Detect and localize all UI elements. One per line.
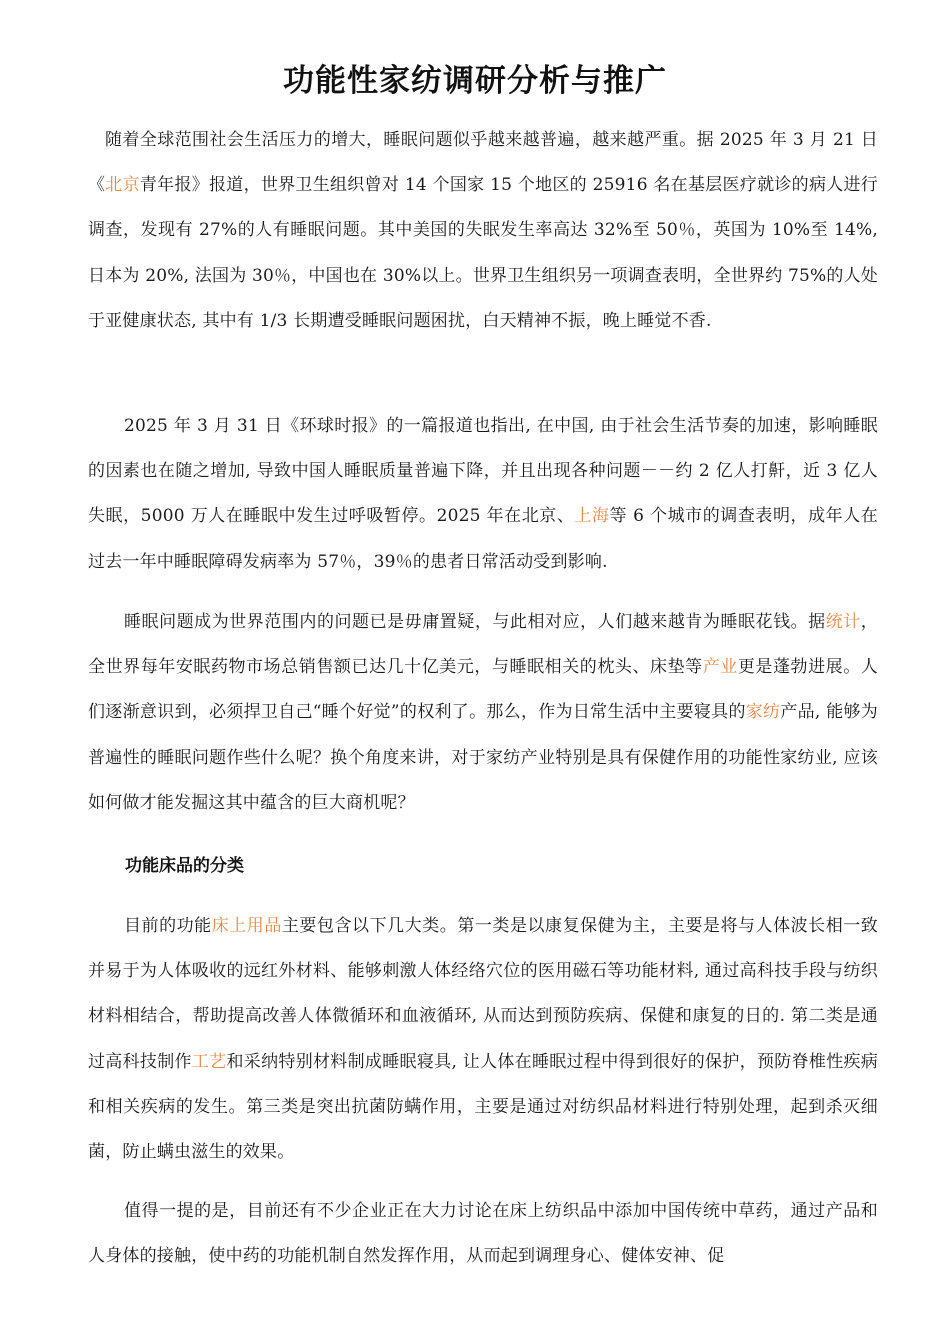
text-segment: 产品, 能够为普遍性的睡眠问题作些什么呢？换个角度来讲，对于家纺产业特别是具有保健作用的功能性家纺业, 应该如何做才能发掘这其中蕴含的巨大商机呢？ [88, 702, 878, 813]
paragraph-1 [88, 118, 878, 344]
document-title: 功能性家纺调研分析与推广 [283, 63, 667, 99]
keyword-link-shanghai[interactable]: 上海 [574, 506, 610, 527]
text-segment: 更是蓬勃进展。人们逐渐意识到，必须捍卫自己“睡个好觉”的权利了。那么，作为日常生活中主要寝具的 [88, 657, 879, 723]
keyword-link-industry[interactable]: 产业 [702, 657, 738, 678]
text-segment: 目前的功能 [124, 916, 212, 936]
paragraph-3 [88, 600, 878, 826]
text-segment: 2025 年 3 月 31 日《环球时报》的一篇报道也指出, 在中国, 由于社会生活节奏的加速，影响睡眠的因素也在随之增加, 导致中国人睡眠质量普遍下降，并且出现各种问题－－约 2 亿人打鼾，近 3 亿人失眠，5000 万人在睡眠中发生过呼吸暂停。2025 年在北京、 [88, 416, 878, 527]
section-heading: 功能床品的分类 [125, 856, 244, 876]
keyword-link-statistics[interactable]: 统计 [825, 612, 861, 632]
text-segment: ，全世界每年安眠药物市场总销售额已达几十亿美元，与睡眠相关的枕头、床垫等 [88, 612, 878, 678]
text-segment: 睡眠问题成为世界范围内的问题已是毋庸置疑，与此相对应，人们越来越肯为睡眠花钱。据 [124, 612, 826, 632]
keyword-link-home-textile[interactable]: 家纺 [745, 702, 781, 723]
keyword-link-beijing[interactable]: 北京 [105, 175, 140, 196]
paragraph-2 [88, 404, 878, 585]
text-segment: 随着全球范围社会生活压力的增大，睡眠问题似乎越来越普遍，越来越严重。据 2025 年 3 月 21 日《 [88, 130, 878, 196]
text-segment: 等 6 个城市的调查表明，成年人在过去一年中睡眠障碍发病率为 57％，39％的患者日常活动受到影响. [88, 506, 878, 572]
text-segment: 值得一提的是，目前还有不少企业正在大力讨论在床上纺织品中添加中国传统中草药，通过产品和人身体的接触，使中药的功能机制自然发挥作用，从而起到调理身心、健体安神、促 [88, 1201, 878, 1267]
keyword-link-craft[interactable]: 工艺 [191, 1051, 227, 1072]
paragraph-4 [88, 904, 878, 1175]
paragraph-5 [88, 1189, 878, 1279]
text-segment: 主要包含以下几大类。第一类是以康复保健为主，主要是将与人体波长相一致并易于为人体吸收的远红外材料、能够刺激人体经络穴位的医用磁石等功能材料, 通过高科技手段与纺织材料相结合，帮助提高改善人体微循环和血液循环, 从而达到预防疾病、保健和康复的日的. 第二类是通过高科技制作 [88, 916, 878, 1072]
text-segment: 青年报》报道，世界卫生组织曾对 14 个国家 15 个地区的 25916 名在基层医疗就诊的病人进行调查，发现有 27%的人有睡眠问题。其中美国的失眠发生率高达 32%至 50％，英国为 10%至 14%, 日本为 20%, 法国为 30％，中国也在 30%以上。世界卫生组织另一项调查表明，全世界约 75%的人处于亚健康状态, 其中有 1/3 长期遭受睡眠问题困扰，白天精神不振，晚上睡觉不香. [88, 175, 879, 331]
keyword-link-bedding[interactable]: 床上用品 [211, 916, 282, 936]
text-segment: 和采纳特别材料制成睡眠寝具, 让人体在睡眠过程中得到很好的保护，预防脊椎性疾病和相关疾病的发生。第三类是突出抗菌防螨作用，主要是通过对纺织品材料进行特别处理，起到杀灭细菌，防止螨虫滋生的效果。 [88, 1051, 879, 1163]
